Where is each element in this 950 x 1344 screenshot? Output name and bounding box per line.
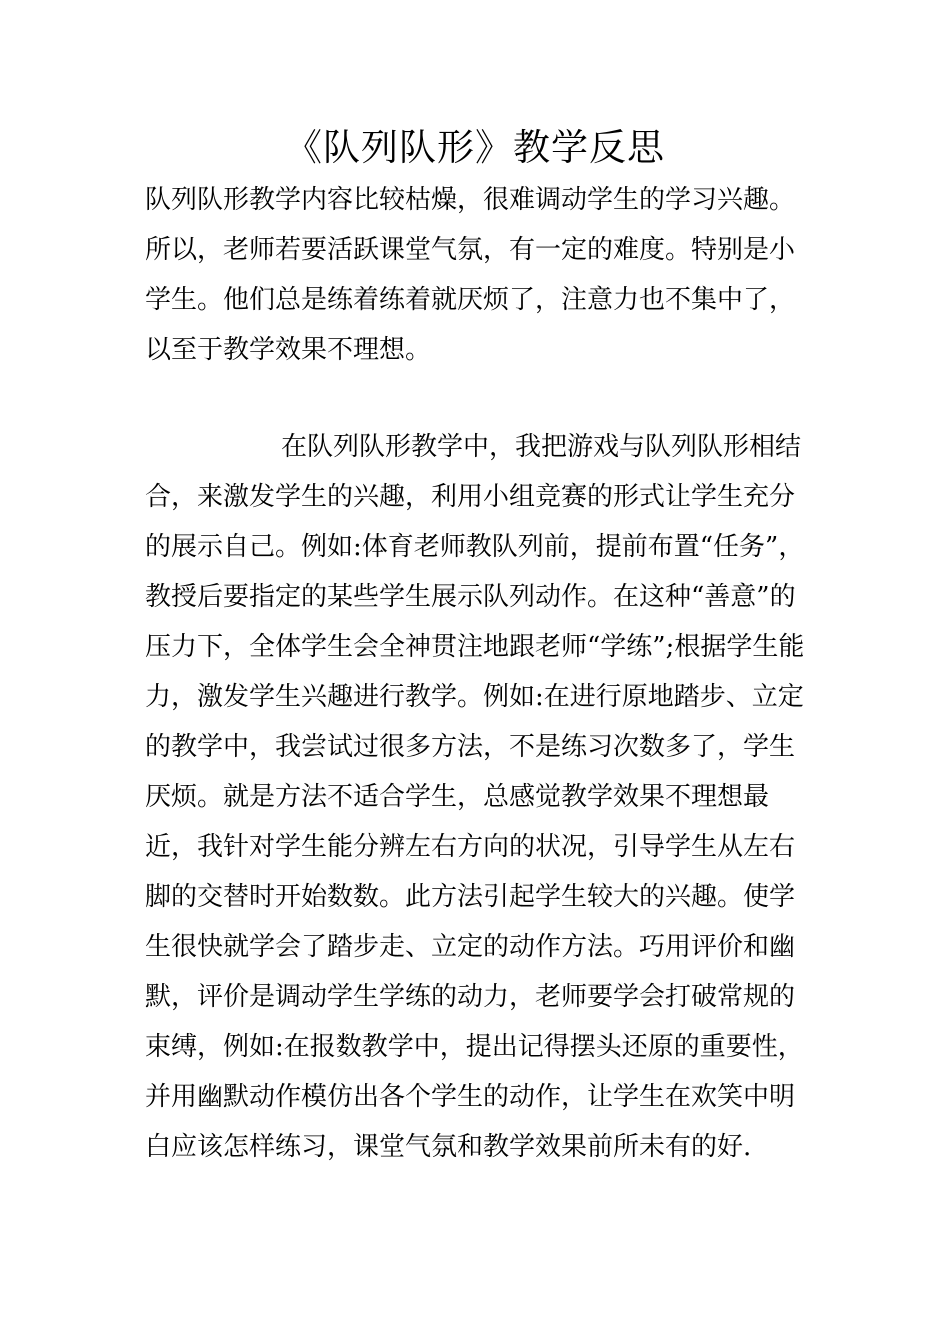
paragraph-intro: 队列队形教学内容比较枯燥，很难调动学生的学习兴趣。所以，老师若要活跃课堂气氛，有一定的难度。特别是小学生。他们总是练着练着就厌烦了，注意力也不集中了，以至于教学效果不理想。 (145, 185, 796, 365)
document-title: 《队列队形》教学反思 (285, 126, 665, 169)
paragraph-body: 在队列队形教学中，我把游戏与队列队形相结合，来激发学生的兴趣，利用小组竞赛的形式让学生充分的展示自己。例如:体育老师教队列前，提前布置“任务”，教授后要指定的某些学生展示队列动作。在这种“善意”的压力下，全体学生会全神贯注地跟老师“学练”;根据学生能力，激发学生兴趣进行教学。例如:在进行原地踏步、立定的教学中，我尝试过很多方法，不是练习次数多了，学生厌烦。就是方法不适合学生，总感觉教学效果不理想最近，我针对学生能分辨左右方向的状况，引导学生从左右脚的交替时开始数数。此方法引起学生较大的兴趣。使学生很快就学会了踏步走、立定的动作方法。巧用评价和幽默，评价是调动学生学练的动力，老师要学会打破常规的束缚，例如:在报数教学中，提出记得摆头还原的重要性，并用幽默动作模仿出各个学生的动作，让学生在欢笑中明白应该怎样练习，课堂气氛和教学效果前所未有的好. (145, 432, 805, 1162)
